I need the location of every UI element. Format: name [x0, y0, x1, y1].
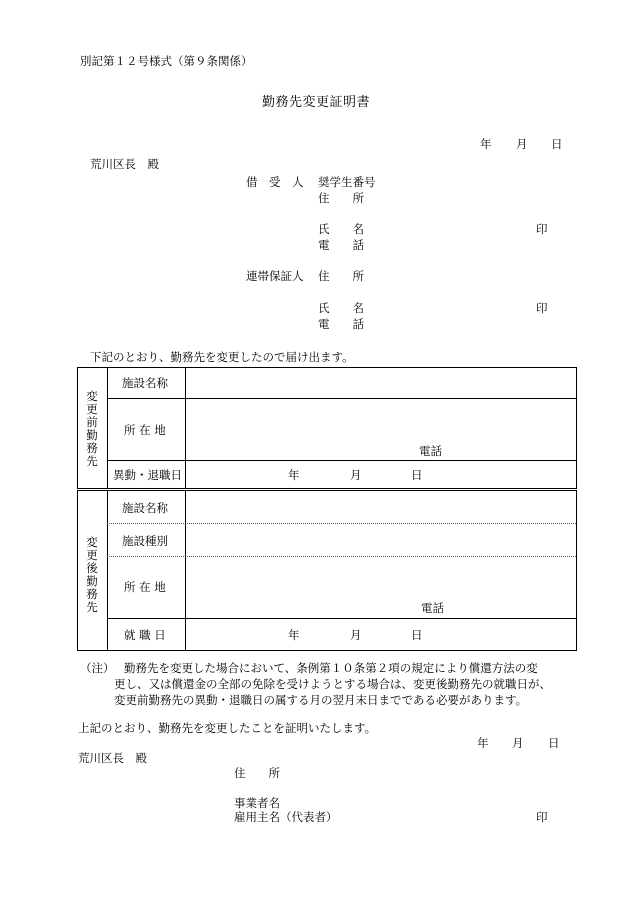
before-table: [77, 367, 577, 489]
before-day: 日: [411, 468, 423, 482]
employer-address-label: 住 所: [234, 766, 280, 780]
note-mark: （注）: [80, 661, 115, 675]
after-facility-type-label: 施設種別: [122, 534, 168, 548]
borrower-phone-label: 電 話: [318, 238, 364, 252]
borrower-address-label: 住 所: [318, 191, 364, 205]
date-bottom-year: 年: [477, 736, 489, 750]
intro-text: 下記のとおり、勤務先を変更したので届け出ます。: [90, 350, 354, 364]
after-phone-label: 電話: [421, 601, 444, 615]
guarantor-phone-label: 電 話: [318, 317, 364, 331]
date-top-month: 月: [516, 137, 528, 151]
guarantor-seal: 印: [536, 301, 548, 315]
note-line-3: 変更前勤務先の異動・退職日の属する月の翌月末日までである必要があります。: [114, 693, 528, 707]
borrower-name-label: 氏 名: [318, 222, 364, 236]
note-line-2: 更し、又は償還金の全部の免除を受けようとする場合は、変更後勤務先の就職日が、: [114, 677, 551, 691]
date-bottom-month: 月: [512, 736, 524, 750]
after-start-date-label: 就 職 日: [124, 628, 166, 642]
after-month: 月: [350, 628, 362, 642]
after-location-label: 所 在 地: [124, 580, 166, 594]
employer-business-name-label: 事業者名: [234, 796, 280, 810]
after-section-label: 変更後勤務先: [86, 535, 98, 614]
borrower-student-no-label: 奨学生番号: [318, 175, 376, 189]
guarantor-label: 連帯保証人: [246, 269, 304, 283]
employer-seal: 印: [536, 810, 548, 824]
before-transfer-date-label: 異動・退職日: [113, 468, 182, 482]
employer-name-label: 雇用主名（代表者）: [234, 810, 338, 824]
date-top-year: 年: [480, 137, 492, 151]
after-year: 年: [288, 628, 300, 642]
date-top-day: 日: [551, 137, 563, 151]
page-title: 勤務先変更証明書: [262, 95, 371, 110]
form-number: 別記第１２号様式（第９条関係）: [80, 54, 253, 68]
after-day: 日: [411, 628, 423, 642]
before-location-label: 所 在 地: [124, 423, 166, 437]
borrower-seal: 印: [536, 222, 548, 236]
addressee-top: 荒川区長 殿: [90, 157, 159, 171]
before-phone-label: 電話: [419, 444, 442, 458]
note-line-1: 勤務先を変更した場合において、条例第１０条第２項の規定により償還方法の変: [124, 661, 538, 675]
guarantor-name-label: 氏 名: [318, 301, 364, 315]
addressee-bottom: 荒川区長 殿: [78, 751, 147, 765]
borrower-label: 借 受 人: [246, 175, 304, 189]
after-table: [77, 490, 577, 651]
guarantor-address-label: 住 所: [318, 269, 364, 283]
after-facility-name-label: 施設名称: [122, 501, 168, 515]
certify-text: 上記のとおり、勤務先を変更したことを証明いたします。: [78, 721, 377, 735]
before-month: 月: [350, 468, 362, 482]
before-facility-name-label: 施設名称: [122, 376, 168, 390]
before-year: 年: [288, 468, 300, 482]
date-bottom-day: 日: [548, 736, 560, 750]
before-section-label: 変更前勤務先: [86, 389, 98, 468]
